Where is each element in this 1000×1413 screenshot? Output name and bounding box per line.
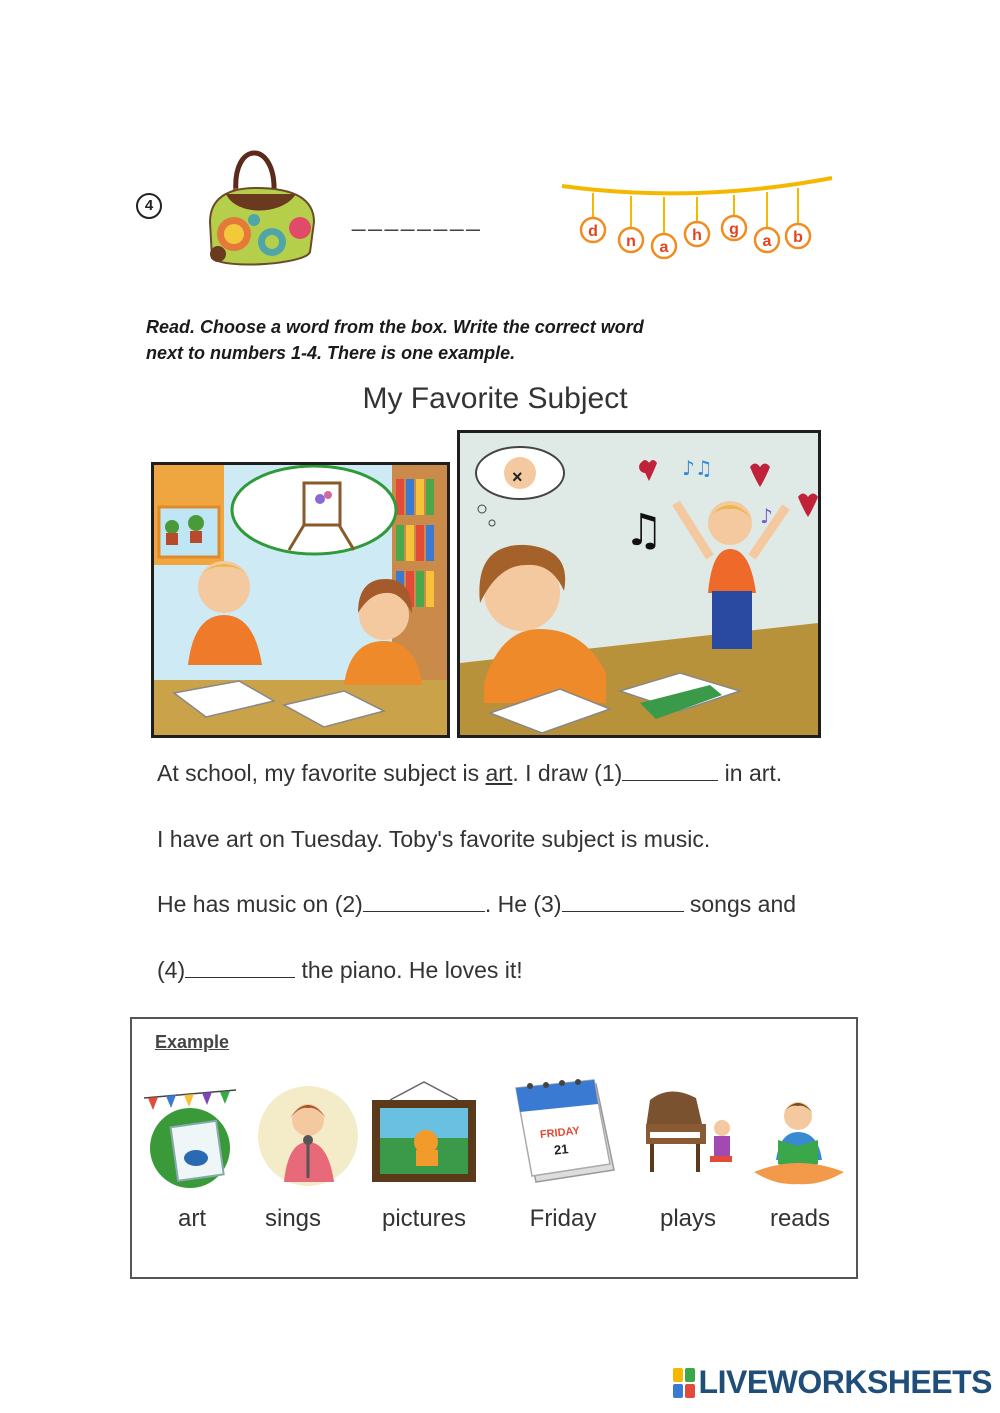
bunting-letter: g [729,221,739,238]
calendar-month: FRIDAY [539,1124,581,1142]
word-plays: plays [659,1205,717,1232]
calendar-icon [510,1074,616,1186]
bunting-letter: n [626,233,636,250]
story-text: in art. [718,760,783,786]
liveworksheets-logo[interactable] [673,1364,992,1401]
bunting-letter: h [692,227,702,244]
handbag-icon [196,130,326,272]
word-sings: sings [264,1205,322,1232]
story-text: . He (3) [484,891,562,917]
bunting-letter: a [659,239,669,256]
answer-blank-4[interactable] [185,959,295,978]
word-art: art [177,1205,206,1232]
svg-text:×: × [512,467,523,487]
story-text: At school, my favorite subject is [157,760,486,786]
answer-blank-2[interactable] [363,893,485,912]
answer-blank[interactable]: ________ [352,205,483,232]
art-class-illustration [151,462,450,738]
reads-icon [750,1090,850,1190]
story-text: . I draw (1) [512,760,623,786]
svg-text:♪: ♪ [760,504,773,528]
bunting-letter: a [762,233,772,250]
story-line-4 [157,957,857,984]
logo-mark-icon [673,1368,695,1398]
story-text: the piano. He loves it! [295,957,523,983]
pictures-icon [370,1078,478,1184]
piano-icon [640,1080,740,1180]
art-icon [138,1082,242,1188]
word-reads: reads [769,1205,831,1232]
instructions-line-1: Read. Choose a word from the box. Write the correct word [146,317,644,337]
story-line-2: I have art on Tuesday. Toby's favorite subject is music. [157,826,711,852]
calendar-day: 21 [553,1141,570,1158]
svg-text:♫: ♫ [624,505,664,556]
music-class-illustration [457,430,821,738]
brand-name: LIVEWORKSHEETS [698,1364,992,1400]
story-text: He has music on (2) [157,891,363,917]
story-text: (4) [157,957,186,983]
answer-blank-3[interactable] [562,893,684,912]
sings-icon [256,1082,360,1188]
word-friday: Friday [529,1205,597,1232]
word-pictures: pictures [381,1205,467,1232]
example-label: Example [155,1032,230,1052]
story-line-3 [157,891,857,918]
story-text: songs and [683,891,797,917]
answer-blank-1[interactable] [622,762,718,781]
letter-bunting [560,172,835,262]
example-answer: art [485,760,513,786]
exercise-number: 4 [136,193,162,219]
svg-text:♪♫: ♪♫ [682,456,713,480]
instructions [146,314,786,366]
story-title: My Favorite Subject [362,382,628,415]
instructions-line-2: next to numbers 1-4. There is one example. [146,343,516,363]
bunting-letter: d [588,223,598,240]
story-line-1 [157,760,857,787]
bunting-letter: b [793,229,803,246]
